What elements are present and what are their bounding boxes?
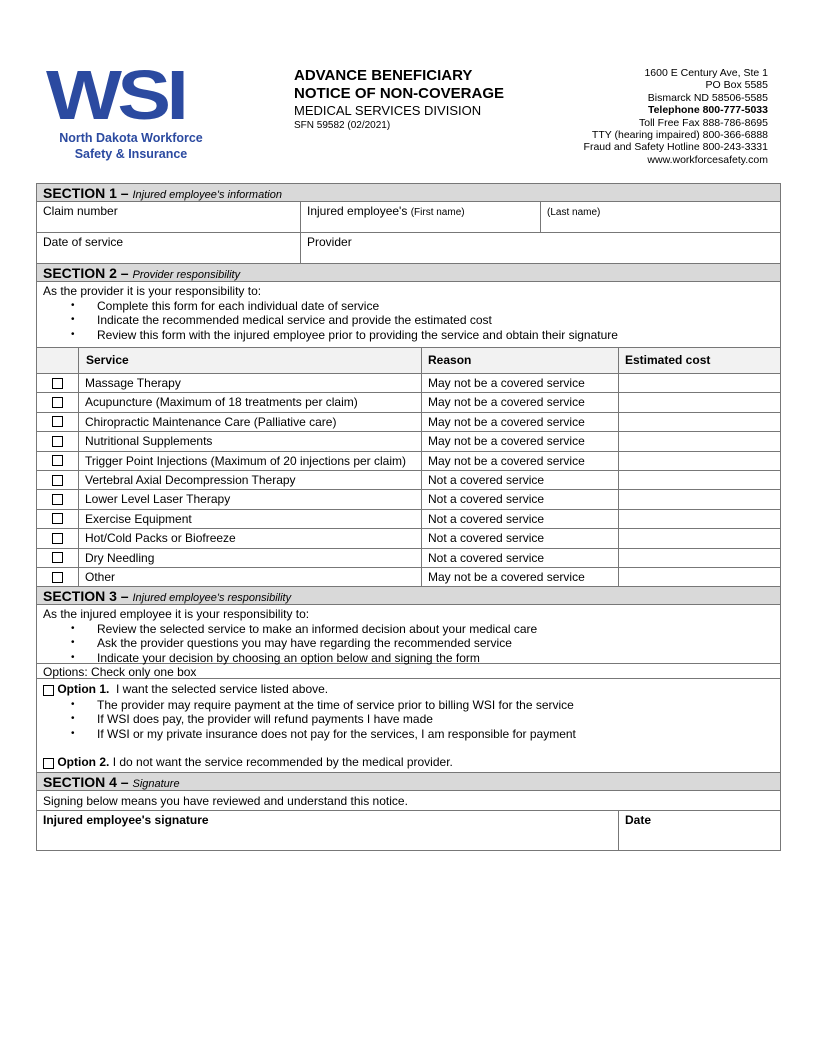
section-3-header [37, 587, 780, 605]
options-note: Options: Check only one box [37, 664, 780, 679]
service-checkbox[interactable] [52, 397, 63, 408]
col-service: Service [79, 348, 422, 373]
option-1-text: I want the selected service listed above. [116, 682, 329, 697]
intro: As the injured employee it is your responsibility to: [43, 607, 310, 622]
tty: TTY (hearing impaired) 800-366-6888 [591, 129, 768, 142]
estimated-cost-field[interactable] [619, 413, 780, 431]
date-of-service-field[interactable] [37, 233, 301, 263]
title-line2: NOTICE OF NON-COVERAGE [294, 85, 505, 102]
date-field[interactable] [619, 811, 780, 850]
service-checkbox[interactable] [52, 494, 63, 505]
option-1-checkbox[interactable] [43, 685, 54, 696]
form-number: SFN 59582 (02/2021) [294, 120, 391, 131]
provider-field[interactable] [301, 233, 780, 263]
service-row [37, 374, 780, 393]
section-label: SECTION 3 – [43, 588, 129, 605]
claim-number-field[interactable] [37, 202, 301, 232]
estimated-cost-field[interactable] [619, 374, 780, 392]
section-label: SECTION 4 – [43, 774, 129, 791]
service-checkbox[interactable] [52, 572, 63, 583]
service-name: Vertebral Axial Decompression Therapy [79, 471, 422, 489]
service-name: Lower Level Laser Therapy [79, 490, 422, 508]
section-label: SECTION 1 – [43, 185, 129, 201]
bullet: • Complete this form for each individual date of service [71, 299, 774, 314]
service-checkbox[interactable] [52, 416, 63, 427]
estimated-cost-field[interactable] [619, 490, 780, 508]
label: Date of service [43, 235, 124, 249]
service-reason: Not a covered service [422, 510, 619, 528]
service-row [37, 452, 780, 471]
service-checkbox[interactable] [52, 378, 63, 389]
service-reason: May not be a covered service [422, 413, 619, 431]
intro: As the provider it is your responsibility to: [43, 284, 262, 298]
bullet: • Review this form with the injured employee prior to providing the service and obtain their signature [71, 328, 774, 343]
estimated-cost-field[interactable] [619, 452, 780, 470]
service-checkbox[interactable] [52, 552, 63, 563]
bullet: • Indicate your decision by choosing an option below and signing the form [71, 651, 774, 666]
label: (First name) [410, 207, 465, 218]
section-4-header [37, 773, 780, 791]
address-block [584, 67, 768, 166]
service-reason: Not a covered service [422, 549, 619, 567]
section-1-header [37, 184, 780, 202]
service-row [37, 549, 780, 568]
hotline: Fraud and Safety Hotline 800-243-3331 [583, 141, 768, 154]
service-reason: Not a covered service [422, 490, 619, 508]
service-checkbox[interactable] [52, 436, 63, 447]
service-checkbox[interactable] [52, 533, 63, 544]
service-row [37, 490, 780, 509]
website: www.workforcesafety.com [647, 153, 768, 166]
service-reason: Not a covered service [422, 471, 619, 489]
service-name: Trigger Point Injections (Maximum of 20 injections per claim) [79, 452, 422, 470]
label: Claim number [43, 204, 118, 218]
service-checkbox[interactable] [52, 513, 63, 524]
estimated-cost-field[interactable] [619, 568, 780, 586]
bullet: • Ask the provider questions you may have regarding the recommended service [71, 636, 774, 651]
service-name: Chiropractic Maintenance Care (Palliative care) [79, 413, 422, 431]
service-name: Exercise Equipment [79, 510, 422, 528]
service-row [37, 529, 780, 548]
label: Provider [307, 235, 352, 249]
estimated-cost-field[interactable] [619, 432, 780, 450]
service-reason: May not be a covered service [422, 432, 619, 450]
bullet: • If WSI or my private insurance does not pay for the services, I am responsible for payment [71, 727, 774, 742]
section-sub: Injured employee's responsibility [132, 592, 292, 605]
label: Date [625, 813, 652, 828]
service-name: Massage Therapy [79, 374, 422, 392]
service-name: Other [79, 568, 422, 586]
service-name: Hot/Cold Packs or Biofreeze [79, 529, 422, 547]
service-reason: May not be a covered service [422, 374, 619, 392]
address-line: PO Box 5585 [705, 79, 768, 92]
service-table-header [37, 348, 780, 374]
option-2-text: I do not want the service recommended by the medical provider. [112, 755, 453, 770]
option-1-label: Option 1. [57, 682, 110, 697]
address-line: 1600 E Century Ave, Ste 1 [644, 67, 768, 79]
service-reason: May not be a covered service [422, 568, 619, 586]
service-checkbox[interactable] [52, 475, 63, 486]
logo-text: WSI [46, 56, 185, 134]
signature-field[interactable] [37, 811, 619, 850]
service-reason: Not a covered service [422, 529, 619, 547]
label: Injured employee's signature [43, 813, 209, 828]
service-reason: May not be a covered service [422, 452, 619, 470]
first-name-field[interactable] [301, 202, 541, 232]
bullet: • If WSI does pay, the provider will refund payments I have made [71, 712, 774, 727]
division: MEDICAL SERVICES DIVISION [294, 103, 482, 118]
service-reason: May not be a covered service [422, 393, 619, 411]
logo-line1: North Dakota Workforce [59, 131, 203, 145]
logo-line2: Safety & Insurance [74, 147, 188, 161]
address-line: Bismarck ND 58506-5585 [647, 91, 768, 104]
service-row [37, 432, 780, 451]
signature-intro: Signing below means you have reviewed and understand this notice. [37, 791, 780, 811]
service-row [37, 510, 780, 529]
estimated-cost-field[interactable] [619, 471, 780, 489]
last-name-field[interactable] [541, 202, 780, 232]
service-name: Nutritional Supplements [79, 432, 422, 450]
service-row [37, 393, 780, 412]
estimated-cost-field[interactable] [619, 393, 780, 411]
service-row [37, 413, 780, 432]
bullet: • Review the selected service to make an informed decision about your medical care [71, 622, 774, 637]
service-row [37, 568, 780, 587]
bullet: • The provider may require payment at the time of service prior to billing WSI for the service [71, 698, 774, 713]
section-sub: Signature [132, 778, 180, 791]
fax: Toll Free Fax 888-786-8695 [639, 116, 768, 129]
section-2-header [37, 264, 780, 282]
service-row [37, 471, 780, 490]
section-label: SECTION 2 – [43, 265, 129, 281]
wsi-logo [46, 56, 216, 162]
section-sub: Provider responsibility [132, 269, 241, 281]
option-2-label: Option 2. [57, 755, 110, 770]
service-name: Dry Needling [79, 549, 422, 567]
service-name: Acupuncture (Maximum of 18 treatments per claim) [79, 393, 422, 411]
option-2-checkbox[interactable] [43, 758, 54, 769]
estimated-cost-field[interactable] [619, 529, 780, 547]
form [36, 183, 781, 851]
telephone: Telephone 800-777-5033 [647, 104, 768, 117]
bullet: • Indicate the recommended medical service and provide the estimated cost [71, 313, 774, 328]
section-sub: Injured employee's information [132, 189, 282, 201]
title-line1: ADVANCE BENEFICIARY [294, 67, 473, 84]
service-checkbox[interactable] [52, 455, 63, 466]
form-title [294, 67, 504, 133]
col-reason: Reason [422, 348, 619, 373]
label: (Last name) [547, 207, 601, 218]
label: Injured employee's [307, 204, 408, 218]
col-cost: Estimated cost [625, 353, 711, 367]
estimated-cost-field[interactable] [619, 510, 780, 528]
estimated-cost-field[interactable] [619, 549, 780, 567]
